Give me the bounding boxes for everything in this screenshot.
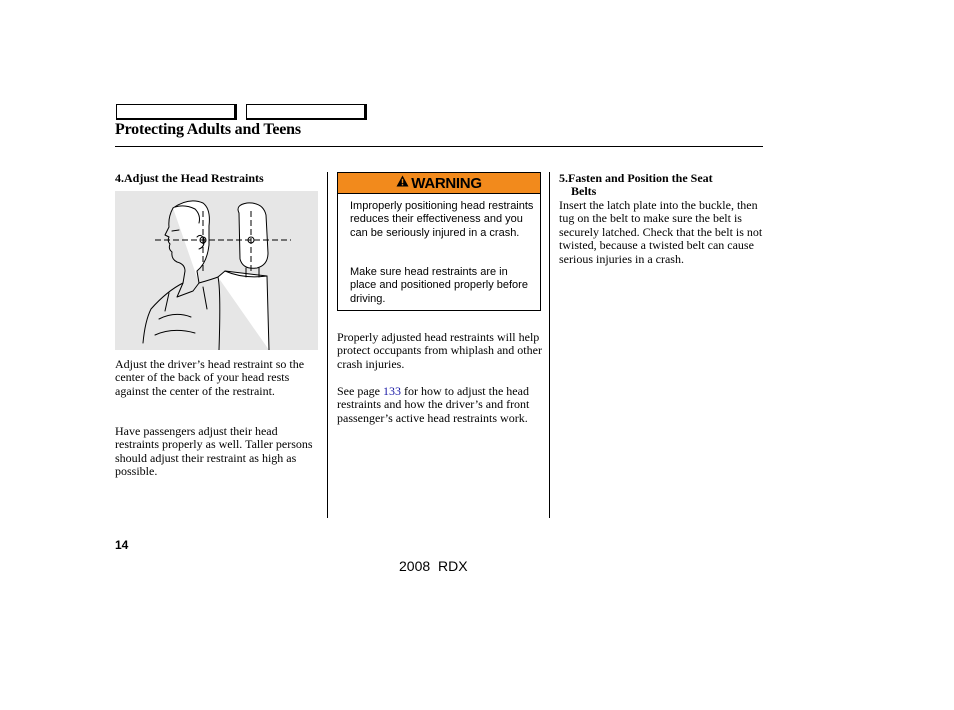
seat-belt-heading: [559, 172, 759, 198]
warning-text-1: Improperly positioning head restraints reduces their effectiveness and you can be seriously injured in a crash.: [350, 200, 534, 239]
passenger-restraint-instruction: Have passengers adjust their head restraints properly as well. Taller persons should adjust their restraint as high as possible.: [115, 424, 313, 479]
page-number: 14: [115, 538, 129, 552]
head-restraint-instruction: Adjust the driver’s head restraint so the center of the back of your head rests against the center of the restraint.: [115, 357, 305, 398]
restraint-benefit-text: Properly adjusted head restraints will help protect occupants from whiplash and other crash injuries.: [337, 330, 542, 371]
seat-belt-heading-line1: 5.Fasten and Position the Seat: [559, 171, 713, 185]
see-page-prefix: See page: [337, 384, 383, 398]
head-restraint-illustration: [115, 191, 318, 350]
footer-model: 2008 RDX: [399, 558, 468, 574]
warning-box: [337, 172, 541, 311]
column-divider-1: [327, 172, 328, 518]
seat-belt-heading-line2: Belts: [571, 184, 597, 198]
page-133-link[interactable]: 133: [382, 384, 401, 398]
head-restraint-heading: 4.Adjust the Head Restraints: [115, 171, 264, 185]
warning-text-2: Make sure head restraints are in place and positioned properly before driving.: [350, 266, 528, 305]
header-tab-right: [246, 104, 367, 120]
see-page-suffix: for how to adjust the head restraints and how the driver’s and front passenger’s active head restraints work.: [337, 384, 530, 425]
head-restraint-drawing: [115, 191, 318, 350]
page-title: Protecting Adults and Teens: [115, 121, 301, 138]
seat-belt-instruction: Insert the latch plate into the buckle, then tug on the belt to make sure the belt is securely latched. Check that the belt is not twisted, because a twisted belt can cause serious injuries in a crash.: [559, 198, 763, 266]
warning-header: [338, 173, 540, 194]
header-tab-left: [116, 104, 237, 120]
warning-triangle-icon: [396, 174, 409, 192]
column-divider-2: [549, 172, 550, 518]
see-page-text: [337, 385, 543, 425]
title-rule: [115, 146, 763, 147]
warning-label: WARNING: [411, 174, 482, 192]
